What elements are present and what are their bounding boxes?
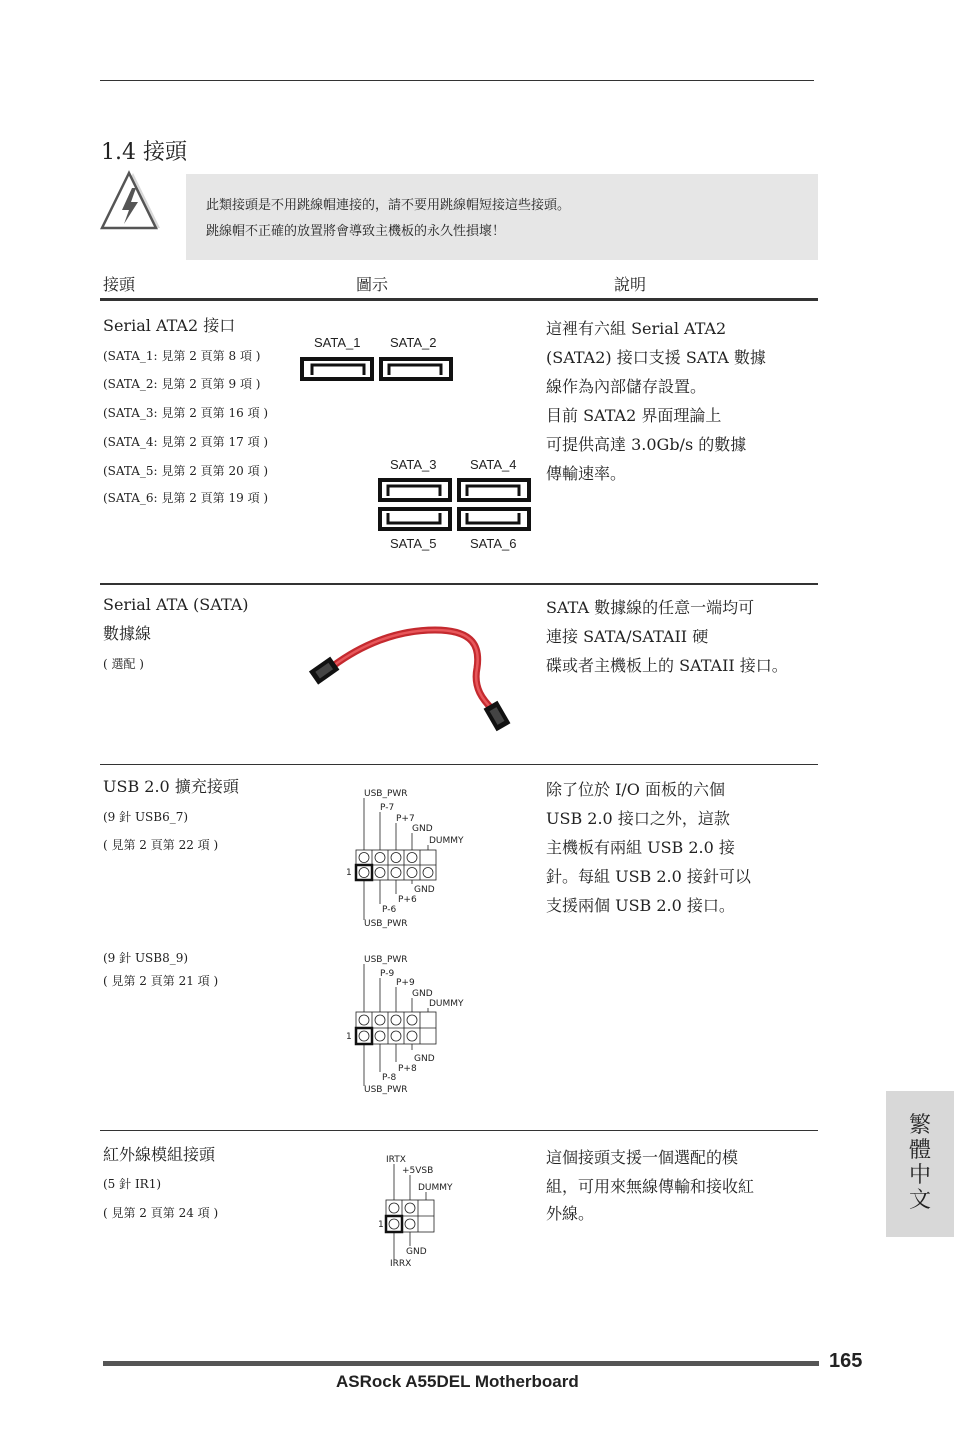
sata-6-connector [457,507,531,531]
usb1-pwr-bot: USB_PWR [364,919,408,929]
ir-desc-2: 組，可用來無線傳輸和接收紅 [546,1177,755,1196]
usb-header-2-diagram [340,950,480,1096]
ir-gnd: GND [406,1247,427,1257]
sata-1-label: SATA_1 [314,335,361,350]
usb-ref-2b: ( 見第 2 頁第 21 項 ) [103,974,219,988]
warning-line-1: 此類接頭是不用跳線帽連接的，請不要用跳線帽短接這些接頭。 [206,198,571,213]
row-rule-3 [100,1130,818,1131]
ir-dummy: DUMMY [418,1183,453,1193]
sata-connectors-diagram [290,325,540,555]
sata2-ref-4: (SATA_4: 見第 2 頁第 17 項 ) [103,435,269,449]
sata-cable-name-2: 數據線 [103,624,152,643]
usb-desc-2: USB 2.0 接口之外，這款 [546,809,730,828]
sata2-ref-1: (SATA_1: 見第 2 頁第 8 項 ) [103,349,261,363]
sata-2-connector [379,357,453,381]
ir-5vsb: +5VSB [402,1166,434,1176]
section-title: 1.4 接頭 [101,140,187,165]
ir-ref-1: (5 針 IR1) [103,1177,162,1191]
ir-pin1: 1 [378,1220,384,1230]
sata-cable-desc-3: 碟或者主機板上的 SATAII 接口。 [546,656,788,675]
usb2-p-bot2: P+8 [398,1064,417,1074]
sata2-ref-3: (SATA_3: 見第 2 頁第 16 項 ) [103,406,269,420]
usb-desc-3: 主機板有兩組 USB 2.0 接 [546,838,735,857]
sata2-ref-6: (SATA_6: 見第 2 頁第 19 項 ) [103,491,269,505]
sata2-ref-5: (SATA_5: 見第 2 頁第 20 項 ) [103,464,269,478]
sata-3-connector [378,478,452,502]
usb2-p-top2: P+9 [396,978,415,988]
sata-5-connector [378,507,452,531]
usb-header-1-diagram [340,784,480,930]
usb-desc-1: 除了位於 I/O 面板的六個 [546,780,726,799]
sata-cable-name-1: Serial ATA (SATA) [103,595,249,614]
sata2-desc-2: (SATA2) 接口支援 SATA 數據 [546,348,766,367]
warning-lightning-icon [100,170,162,232]
ir-desc-3: 外線。 [546,1204,595,1223]
page-number: 165 [829,1350,863,1372]
sata2-desc-1: 這裡有六組 Serial ATA2 [546,319,727,338]
column-header-name: 接頭 [103,275,136,294]
ir-header-diagram [370,1150,480,1270]
usb-desc-4: 針。每組 USB 2.0 接針可以 [546,867,751,886]
sata2-ref-2: (SATA_2: 見第 2 頁第 9 項 ) [103,377,261,391]
usb1-pin1: 1 [346,868,352,878]
sata-cable-desc-2: 連接 SATA/SATAII 硬 [546,627,709,646]
usb1-p-bot2: P+6 [398,895,417,905]
usb2-p-top: P-9 [380,969,395,979]
usb2-gnd-bot: GND [414,1054,435,1064]
sata2-name: Serial ATA2 接口 [103,316,236,335]
sata2-desc-5: 可提供高達 3.0Gb/s 的數據 [546,435,747,454]
row-rule-1 [100,583,818,585]
sata-cable-image [305,618,520,738]
sata-cable-desc-1: SATA 數據線的任意一端均可 [546,598,755,617]
sata-1-connector [300,357,374,381]
usb2-pwr-top: USB_PWR [364,955,408,965]
usb-desc-5: 支援兩個 USB 2.0 接口。 [546,896,735,915]
top-rule [100,80,814,81]
sata2-desc-4: 目前 SATA2 界面理論上 [546,406,722,425]
warning-box [186,174,818,260]
usb1-gnd-top: GND [412,824,433,834]
language-side-tab [886,1091,954,1237]
usb2-p-bot: P-8 [382,1073,397,1083]
usb1-p-top: P-7 [380,803,395,813]
sata-4-connector [457,478,531,502]
usb1-pwr-top: USB_PWR [364,789,408,799]
sata-2-label: SATA_2 [390,335,437,350]
usb1-dummy: DUMMY [429,836,464,846]
header-rule [100,298,818,301]
ir-name: 紅外線模組接頭 [103,1145,216,1164]
sata-3-label: SATA_3 [390,457,437,472]
usb2-pwr-bot: USB_PWR [364,1085,408,1095]
sata-4-label: SATA_4 [470,457,517,472]
ir-irtx: IRTX [386,1155,406,1165]
warning-line-2: 跳線帽不正確的放置將會導致主機板的永久性損壞！ [206,224,506,239]
ir-irrx: IRRX [390,1259,412,1269]
sata2-desc-6: 傳輸速率。 [546,464,627,483]
usb-ref-2a: (9 針 USB8_9) [103,951,189,965]
usb-name: USB 2.0 擴充接頭 [103,777,239,796]
usb-ref-1a: (9 針 USB6_7) [103,810,189,824]
column-header-description: 說明 [614,275,647,294]
column-header-figure: 圖示 [356,275,389,294]
row-rule-2 [100,764,818,765]
usb1-p-top2: P+7 [396,814,415,824]
usb2-dummy: DUMMY [429,999,464,1009]
footer-model: ASRock A55DEL Motherboard [336,1372,579,1391]
ir-ref-2: ( 見第 2 頁第 24 項 ) [103,1206,219,1220]
usb1-p-bot: P-6 [382,905,397,915]
sata2-desc-3: 線作為內部儲存設置。 [546,377,707,396]
usb2-pin1: 1 [346,1032,352,1042]
side-tab-label: 繁體中文 [908,1113,931,1213]
usb1-gnd-bot: GND [414,885,435,895]
sata-cable-note: ( 選配 ) [103,657,144,671]
ir-desc-1: 這個接頭支援一個選配的模 [546,1148,739,1167]
sata-5-label: SATA_5 [390,536,437,551]
usb-ref-1b: ( 見第 2 頁第 22 項 ) [103,838,219,852]
usb2-gnd-top: GND [412,989,433,999]
sata-6-label: SATA_6 [470,536,517,551]
footer-rule-thick [103,1361,819,1366]
